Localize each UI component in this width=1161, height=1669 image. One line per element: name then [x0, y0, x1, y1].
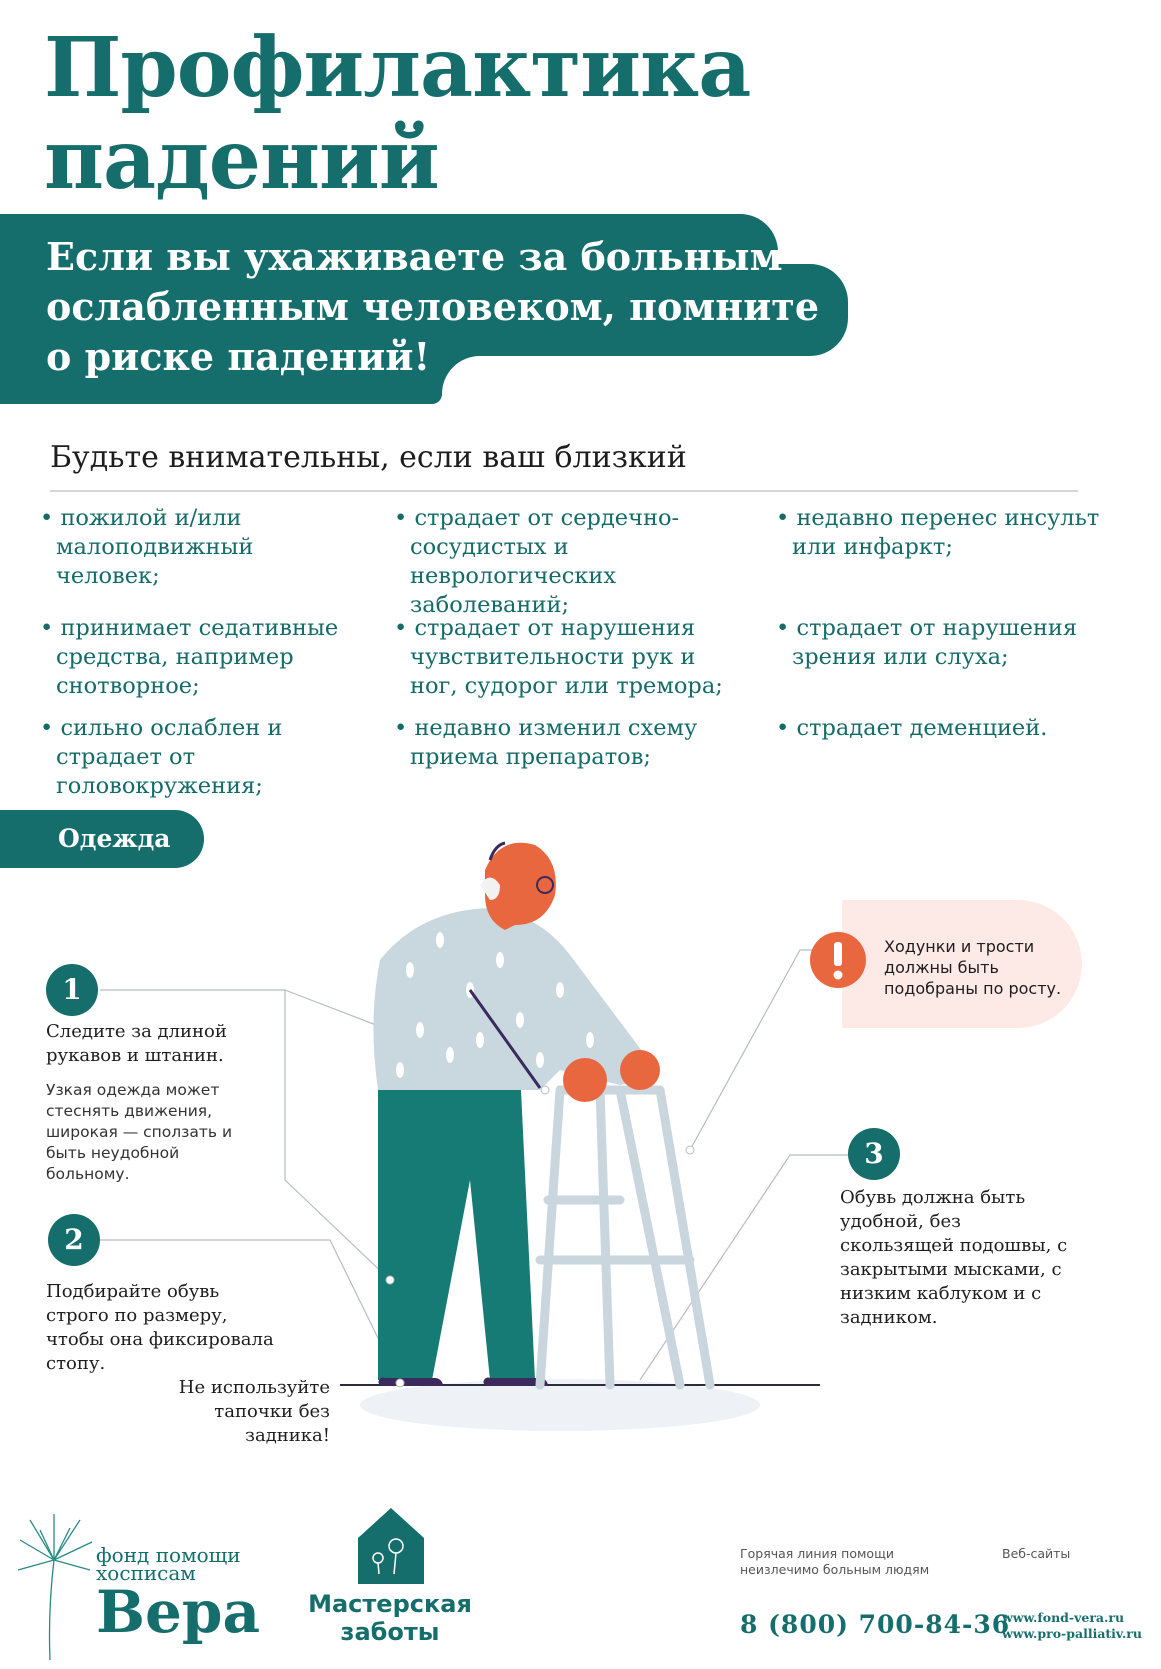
websites-label: Веб-сайты [1002, 1546, 1071, 1561]
site-link-2[interactable]: www.pro-palliativ.ru [1002, 1626, 1142, 1641]
exclamation-icon [808, 930, 868, 990]
sweater [373, 908, 645, 1090]
workshop-line-2: заботы [340, 1618, 440, 1646]
risk-item: • пожилой и/или малоподвижный человек; [40, 504, 356, 591]
title-line-2: падений [44, 112, 439, 208]
risk-item: • страдает от нарушения чувствительности рук и ног, судорог или тремора; [394, 614, 750, 701]
fund-line-1: фонд помощи [96, 1543, 241, 1567]
fund-line-2: хосписам [96, 1561, 196, 1585]
risk-item: • сильно ослаблен и страдает от головокружения; [40, 714, 386, 801]
fund-caption [96, 1543, 241, 1585]
tip1-detail: Узкая одежда может стеснять движения, широкая — сползать и быть неудобной больному. [46, 1081, 233, 1183]
banner-text [46, 232, 866, 382]
risk-item: • недавно изменил схему приема препаратов; [394, 714, 740, 772]
hand-left [563, 1058, 607, 1102]
tip2-title: Подбирайте обувь строго по размеру, чтобы она фиксировала стопу. [46, 1281, 274, 1374]
hand-right [620, 1050, 660, 1090]
risk-item: • недавно перенес инсульт или инфаркт; [776, 504, 1112, 562]
dandelion-icon [10, 1510, 100, 1660]
divider [50, 490, 1078, 492]
banner-line-3: о риске падений! [46, 334, 431, 379]
hotline-phone[interactable]: 8 (800) 700-84-36 [740, 1610, 1011, 1639]
tip1-title: Следите за длиной рукавов и штанин. [46, 1021, 227, 1066]
tip-number-2: 2 [48, 1214, 100, 1266]
tip2-warning: Не используйте тапочки без задника! [178, 1377, 330, 1446]
site-link-1[interactable]: www.fond-vera.ru [1002, 1610, 1125, 1625]
risk-item: • принимает седативные средства, например снотворное; [40, 614, 356, 701]
title-line-1: Профилактика [44, 20, 751, 116]
risk-item: • страдает от сердечно-сосудистых и неврологических заболеваний; [394, 504, 740, 620]
workshop-name [300, 1590, 480, 1646]
banner-line-2: ослабленным человеком, помните [46, 284, 820, 329]
page-title [44, 22, 944, 206]
banner-line-1: Если вы ухаживаете за больным [46, 234, 783, 279]
walker-note-text: Ходунки и трости должны быть подобраны по росту. [884, 937, 1062, 998]
shoe-left [379, 1378, 443, 1386]
risk-item: • страдает деменцией. [776, 714, 1092, 743]
risk-item: • страдает от нарушения зрения или слуха; [776, 614, 1092, 672]
floor-shadow [360, 1379, 760, 1431]
legs [378, 1070, 535, 1380]
section-label: Одежда [58, 824, 171, 853]
risks-heading: Будьте внимательны, если ваш близкий [50, 440, 687, 475]
tip-number-3: 3 [848, 1128, 900, 1180]
walker [540, 1090, 710, 1385]
workshop-line-1: Мастерская [308, 1590, 472, 1618]
house-icon [358, 1508, 424, 1584]
tip-number-1: 1 [46, 964, 98, 1016]
fund-name: Вера [96, 1578, 261, 1646]
hotline-label: Горячая линия помощи неизлечимо больным людям [740, 1546, 930, 1577]
tip3-title: Обувь должна быть удобной, без скользящей подошвы, с закрытыми мысками, с низким каблуком и с задником. [840, 1187, 1068, 1328]
